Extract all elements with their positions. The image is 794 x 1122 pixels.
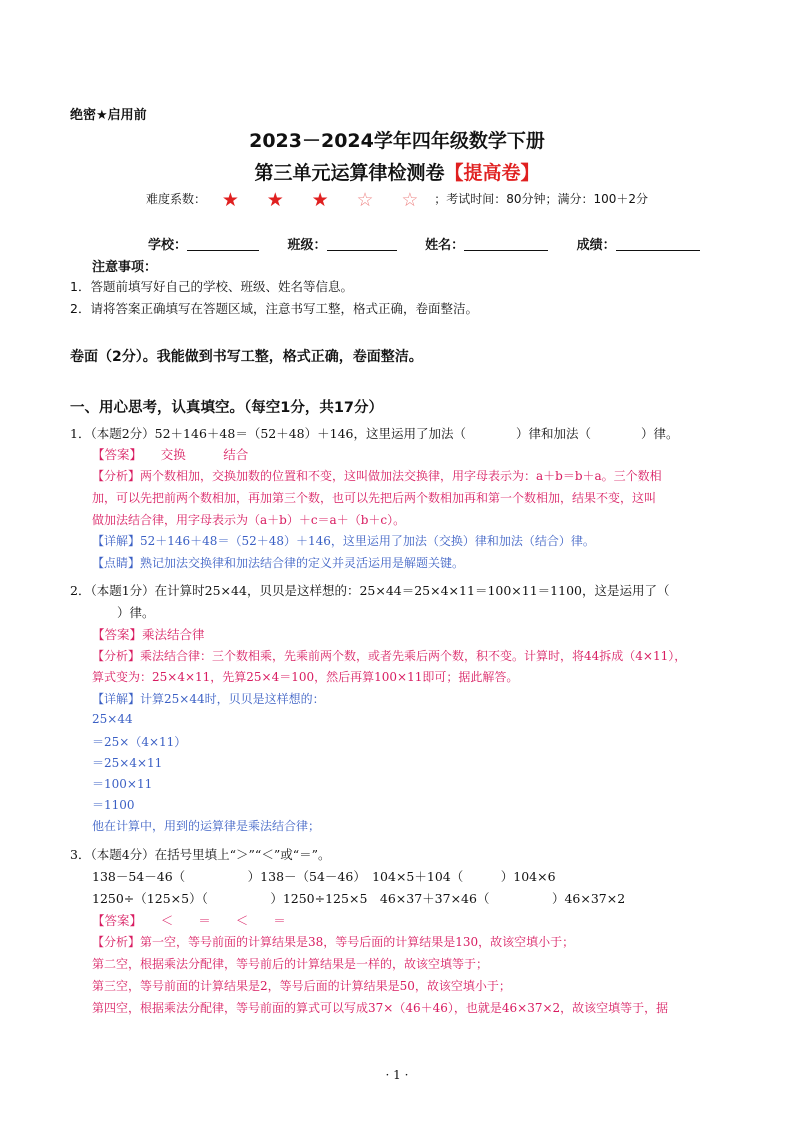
question-1-comment: 【点睛】熟记加法交换律和加法结合律的定义并灵活运用是解题关键。 [92, 556, 465, 570]
class-field[interactable] [327, 250, 397, 251]
exam-title: 2023－2024学年四年级数学下册 [249, 130, 545, 152]
calc-step: 25×44 [92, 712, 133, 726]
subtitle-highlight: 【提高卷】 [444, 162, 540, 184]
question-3-analysis: 第四空，根据乘法分配律，等号前面的算式可以写成37×（46＋46），也就是46×37×2，故该空填等于，据 [92, 1001, 669, 1015]
score-field[interactable] [616, 250, 700, 251]
question-3-analysis: 第三空，等号前面的计算结果是2，等号后面的计算结果是50，故该空填小于； [92, 979, 511, 993]
question-2-conclusion: 他在计算中，用到的运算律是乘法结合律； [92, 819, 321, 833]
question-3-stem: 3．（本题4分）在括号里填上“＞”“＜”或“＝”。 [70, 847, 331, 862]
question-2-stem: ）律。 [92, 605, 155, 620]
notice-item: 2．请将答案正确填写在答题区域，注意书写工整，格式正确，卷面整洁。 [70, 301, 478, 316]
difficulty-line [0, 189, 794, 211]
name-field[interactable] [464, 250, 548, 251]
star-icon: ★ [266, 189, 284, 211]
difficulty-label: 难度系数： [145, 192, 206, 206]
school-field[interactable] [187, 250, 259, 251]
section-heading: 一、用心思考，认真填空。（每空1分，共17分） [70, 400, 384, 416]
question-3-analysis: 第二空，根据乘法分配律，等号前后的计算结果是一样的，故该空填等于； [92, 957, 489, 971]
name-label: 姓名： [425, 238, 465, 253]
question-2-answer: 【答案】乘法结合律 [92, 627, 205, 642]
question-3-row: 138－54－46（ ）138－（54－46） 104×5＋104（ ）104×6 [92, 869, 556, 884]
exam-info: ；考试时间：80分钟；满分：100＋2分 [434, 192, 649, 206]
school-label: 学校： [148, 238, 188, 253]
question-3-row: 1250÷（125×5）（ ）1250÷125×5 46×37＋37×46（ ）46×37×2 [92, 891, 626, 906]
question-2-stem: 2．（本题1分）在计算时25×44，贝贝是这样想的：25×44＝25×4×11＝100×11＝1100，这是运用了（ [70, 583, 670, 598]
calc-step: ＝1100 [92, 798, 135, 812]
star-outline-icon: ☆ [356, 189, 374, 211]
question-1-stem: 1．（本题2分）52＋146＋48＝（52＋48）＋146，这里运用了加法（ ）律和加法（ ）律。 [70, 426, 679, 441]
subtitle-main: 第三单元运算律检测卷 [254, 162, 445, 184]
question-3-analysis: 【分析】第一空，等号前面的计算结果是38，等号后面的计算结果是130，故该空填小于； [92, 935, 575, 949]
calc-step: ＝25×（4×11） [92, 735, 187, 749]
question-1-detail: 【详解】52＋146＋48＝（52＋48）＋146，这里运用了加法（交换）律和加法（结合）律。 [92, 534, 595, 548]
notice-item: 1．答题前填写好自己的学校、班级、姓名等信息。 [70, 279, 353, 294]
question-1-answer: 【答案】 交换 结合 [92, 447, 249, 462]
confidential-label: 绝密★启用前 [70, 108, 147, 123]
question-1-analysis: 做加法结合律，用字母表示为（a＋b）＋c＝a＋（b＋c）。 [92, 513, 406, 527]
question-1-analysis: 【分析】两个数相加，交换加数的位置和不变，这叫做加法交换律，用字母表示为：a＋b＝b＋a。三个数相 [92, 469, 662, 483]
student-info-row [148, 234, 700, 253]
calc-step: ＝100×11 [92, 777, 153, 791]
calc-step: ＝25×4×11 [92, 756, 163, 770]
score-label: 成绩： [576, 238, 616, 253]
notice-heading: 注意事项： [92, 260, 158, 275]
star-icon: ★ [311, 189, 329, 211]
star-icon: ★ [221, 189, 239, 211]
question-2-detail: 【详解】计算25×44时，贝贝是这样想的： [92, 692, 325, 706]
star-outline-icon: ☆ [401, 189, 419, 211]
question-1-analysis: 加，可以先把前两个数相加，再加第三个数，也可以先把后两个数相加再和第一个数相加，结果不变，这叫 [92, 491, 657, 505]
exam-subtitle [0, 158, 794, 185]
question-3-answer: 【答案】 ＜ ＝ ＜ ＝ [92, 913, 286, 928]
question-2-analysis: 算式变为：25×4×11，先算25×4＝100，然后再算100×11即可；据此解答。 [92, 670, 519, 684]
class-label: 班级： [287, 238, 327, 253]
neatness-note: 卷面（2分）。我能做到书写工整，格式正确，卷面整洁。 [70, 349, 423, 365]
page-number: · 1 · [385, 1068, 409, 1082]
question-2-analysis: 【分析】乘法结合律：三个数相乘，先乘前两个数，或者先乘后两个数，积不变。计算时，将44拆成（4×11）， [92, 649, 687, 663]
